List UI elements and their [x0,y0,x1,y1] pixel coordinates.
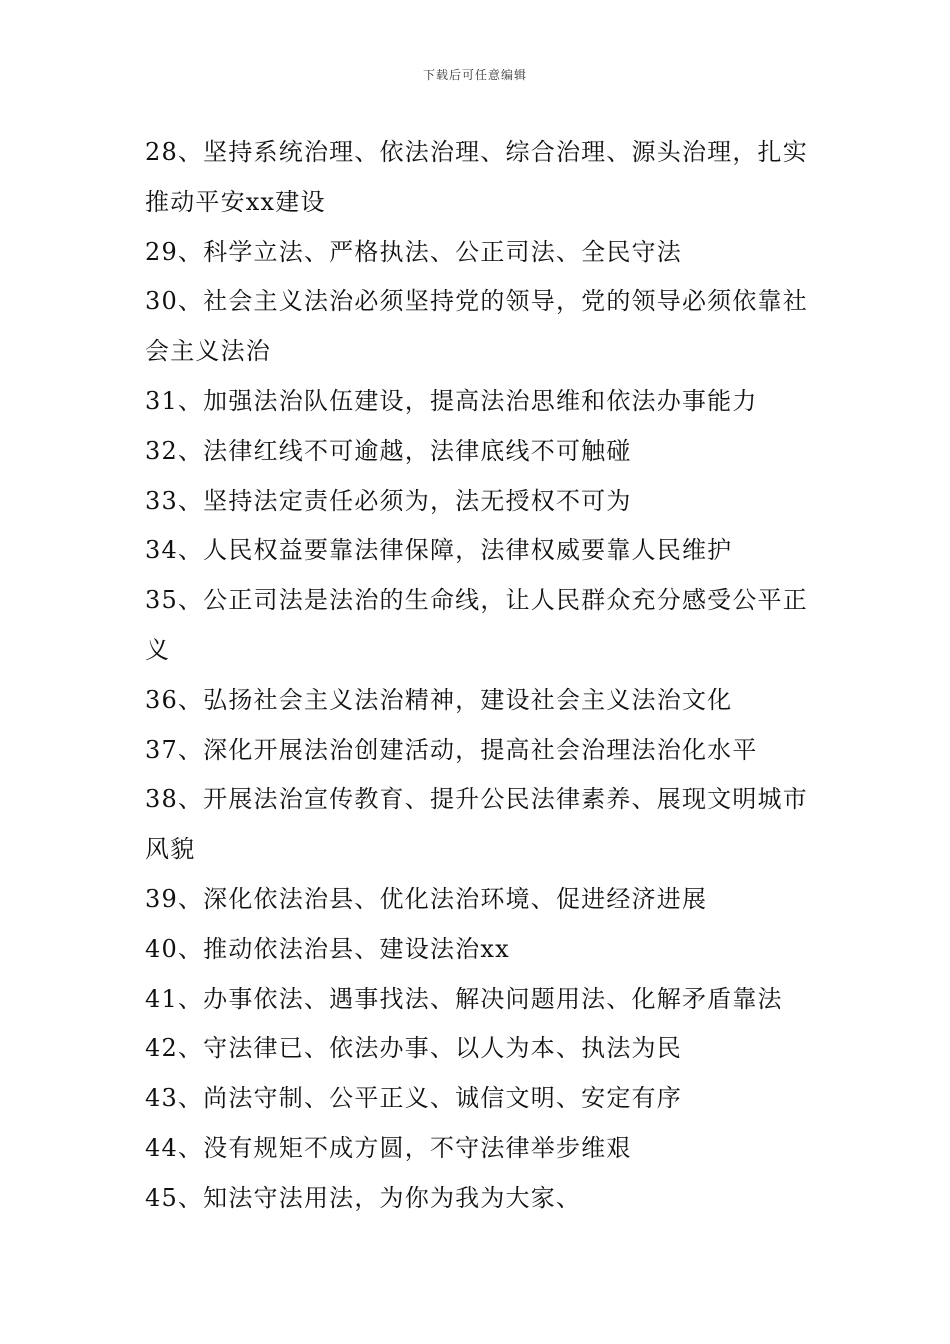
list-item: 34、人民权益要靠法律保障，法律权威要靠人民维护 [145,536,733,565]
list-item: 29、科学立法、严格执法、公正司法、全民守法 [145,237,682,266]
list-item: 41、办事依法、遇事找法、解决问题用法、化解矛盾靠法 [145,984,783,1013]
list-item: 36、弘扬社会主义法治精神，建设社会主义法治文化 [145,685,733,714]
list-item: 28、坚持系统治理、依法治理、综合治理、源头治理，扎实推动平安xx建设 [145,138,808,216]
list-item: 42、守法律已、依法办事、以人为本、执法为民 [145,1034,682,1063]
page-header: 下载后可任意编辑 [422,68,527,82]
list-item: 44、没有规矩不成方圆，不守法律举步维艰 [145,1133,632,1162]
document-body [145,128,815,1224]
list-item: 43、尚法守制、公平正义、诚信文明、安定有序 [145,1084,682,1113]
list-item: 30、社会主义法治必须坚持党的领导，党的领导必须依靠社会主义法治 [145,287,808,366]
list-item: 37、深化开展法治创建活动，提高社会治理法治化水平 [145,735,758,764]
list-item: 38、开展法治宣传教育、提升公民法律素养、展现文明城市风貌 [145,785,808,864]
list-item: 45、知法守法用法，为你为我为大家、 [145,1183,582,1212]
list-item: 32、法律红线不可逾越，法律底线不可触碰 [145,436,632,465]
list-item: 33、坚持法定责任必须为，法无授权不可为 [145,486,632,515]
list-item: 40、推动依法治县、建设法治xx [145,934,510,963]
list-item: 31、加强法治队伍建设，提高法治思维和依法办事能力 [145,386,758,415]
list-item: 35、公正司法是法治的生命线，让人民群众充分感受公平正义 [145,586,808,664]
list-item: 39、深化依法治县、优化法治环境、促进经济进展 [145,884,708,913]
